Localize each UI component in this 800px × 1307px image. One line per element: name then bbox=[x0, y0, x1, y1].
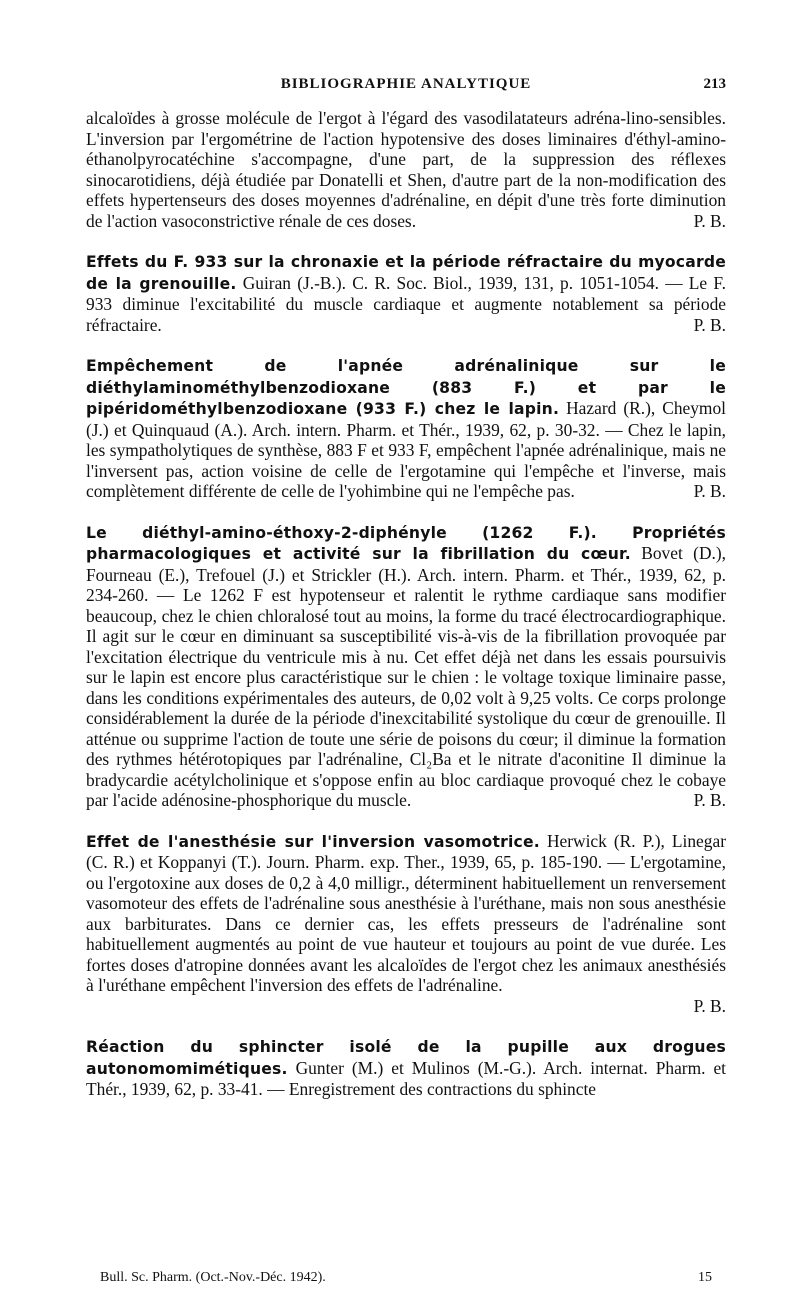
footer-sheet-number: 15 bbox=[698, 1270, 712, 1285]
entry-gap bbox=[86, 335, 726, 355]
entry-signature: P. B. bbox=[693, 481, 726, 501]
footer bbox=[100, 1270, 712, 1290]
entry-continuation bbox=[86, 108, 726, 231]
entry-paragraph bbox=[86, 831, 726, 996]
running-title: BIBLIOGRAPHIE ANALYTIQUE bbox=[280, 76, 532, 92]
entry-text: Bovet (D.), Fourneau (E.), Trefouel (J.) et Strickler (H.). Arch. intern. Pharm. et Thér., 1939, 62, p. 234-260. — Le 1262 F est hypotenseur et ralentit le rythme cardiaque sans modifier beaucoup, chez le chien chloralosé tout au moins, la forme du tracé électrocardiographique. Il agit sur le cœur en diminuant sa susceptibilité vis-à-vis de la fibrillation provoquée par l'excitation électrique du ventricule mis à nu. Cet effet déjà net dans les essais poursuivis sur le lapin est encore plus caractéristique sur le chien : le voltage toxique liminaire passe, dans les conditions expérimentales des auteurs, de 0,02 volt à 9,25 volts. Ce corps prolonge considérablement la durée de la période d'inexcitabilité systolique du cœur de grenouille. Il atténue ou supprime l'action de toute une série de poisons du cœur; il diminue la formation des rythmes hétérotopiques par l'adrénaline, Cl₂Ba et le nitrate d'aconitine Il diminue la bradycardie acétylcholinique et s'oppose enfin au bloc cardiaque provoqué chez le cobaye par l'acide adénosine-phosphorique du muscle. bbox=[86, 543, 726, 810]
entry-paragraph bbox=[86, 1036, 726, 1100]
entry-apnee bbox=[86, 355, 726, 502]
running-head bbox=[86, 76, 726, 100]
entry-paragraph bbox=[86, 355, 726, 502]
footer-citation: Bull. Sc. Pharm. (Oct.-Nov.-Déc. 1942). bbox=[100, 1270, 326, 1285]
entry-paragraph bbox=[86, 251, 726, 335]
entry-anesthesie bbox=[86, 831, 726, 1017]
entry-title: Empêchement de l'apnée adrénalinique sur le diéthylaminométhylbenzodioxane (883 F.) et par le pipéridométhylbenzodioxane (933 F.) chez le lapin. bbox=[86, 357, 726, 418]
entry-gap bbox=[86, 231, 726, 251]
entry-text-span: alcaloïdes à grosse molécule de l'ergot à l'égard des vasodilatateurs adréna-lino-sensibles. L'inversion par l'ergométrine de l'action hypotensive des doses liminaires d'éthyl-amino-éthanolpyrocatéchine s'accompagne, d'une part, de la suppression des réflexes sinocarotidiens, déjà étudiée par Donatelli et Shen, d'autre part de la non-modification des effets hypertenseurs des doses moyennes d'adrénaline, en dépit d'une très forte diminution de l'action vasoconstrictive rénale de ces doses. bbox=[86, 108, 726, 231]
entry-title: Effets du F. 933 sur la chronaxie et la période réfractaire du myocarde de la grenouille. bbox=[86, 253, 726, 293]
entry-signature: P. B. bbox=[693, 314, 726, 335]
entry-f933 bbox=[86, 251, 726, 335]
entry-title: Effet de l'anesthésie sur l'inversion vasomotrice. bbox=[86, 832, 540, 851]
entry-gap bbox=[86, 1016, 726, 1036]
entry-signature: P. B. bbox=[693, 995, 726, 1016]
entry-paragraph bbox=[86, 522, 726, 811]
entry-1262f bbox=[86, 522, 726, 811]
entry-sphincter bbox=[86, 1036, 726, 1100]
entry-gap bbox=[86, 811, 726, 831]
entry-text: Guiran (J.-B.). C. R. Soc. Biol., 1939, 131, p. 1051-1054. — Le F. 933 diminue l'excitabilité du muscle cardiaque et augmente notablement sa période réfractaire. bbox=[86, 272, 726, 335]
entry-signature: P. B. bbox=[693, 790, 726, 810]
entry-title: Réaction du sphincter isolé de la pupille aux drogues autonomomimétiques. bbox=[86, 1038, 726, 1078]
entry-signature: P. B. bbox=[693, 210, 726, 231]
entry-text: Herwick (R. P.), Linegar (C. R.) et Koppanyi (T.). Journ. Pharm. exp. Ther., 1939, 65, p. 185-190. — L'ergotamine, ou l'ergotoxine aux doses de 0,2 à 4,0 milligr., déterminent habituellement un renversement vasomoteur des effets de l'adrénaline sous anesthésie à l'uréthane, mais non sous anesthésie aux barbiturates. Dans ce dernier cas, les effets presseurs de l'adrénaline sont habituellement augmentés au point de vue hauteur et toujours au point de vue durée. Les fortes doses d'atropine données avant les alcaloïdes de l'ergot chez les animaux anesthésiés à l'uréthane empêchent l'inversion des effets de l'adrénaline. bbox=[86, 830, 726, 995]
entry-text bbox=[86, 108, 726, 231]
entry-text: Gunter (M.) et Mulinos (M.-G.). Arch. internat. Pharm. et Thér., 1939, 62, p. 33-41. — Enregistrement des contractions du sphincte bbox=[86, 1057, 726, 1099]
entry-gap bbox=[86, 502, 726, 522]
page-number: 213 bbox=[703, 76, 726, 92]
body-text bbox=[86, 108, 726, 1100]
entry-title: Le diéthyl-amino-éthoxy-2-diphényle (1262 F.). Propriétés pharmacologiques et activité sur la fibrillation du cœur. bbox=[86, 523, 726, 563]
entry-text: Hazard (R.), Cheymol (J.) et Quinquaud (A.). Arch. intern. Pharm. et Thér., 1939, 62, p. 30-32. — Chez le lapin, les sympatholytiques de synthèse, 883 F et 933 F, empêchent l'apnée adrénalinique, mais ne l'inversent pas, action voisine de celle de l'ergotamine qui l'empêche et l'inverse, mais complètement différente de celle de l'yohimbine qui ne l'empêche pas. bbox=[86, 398, 726, 501]
